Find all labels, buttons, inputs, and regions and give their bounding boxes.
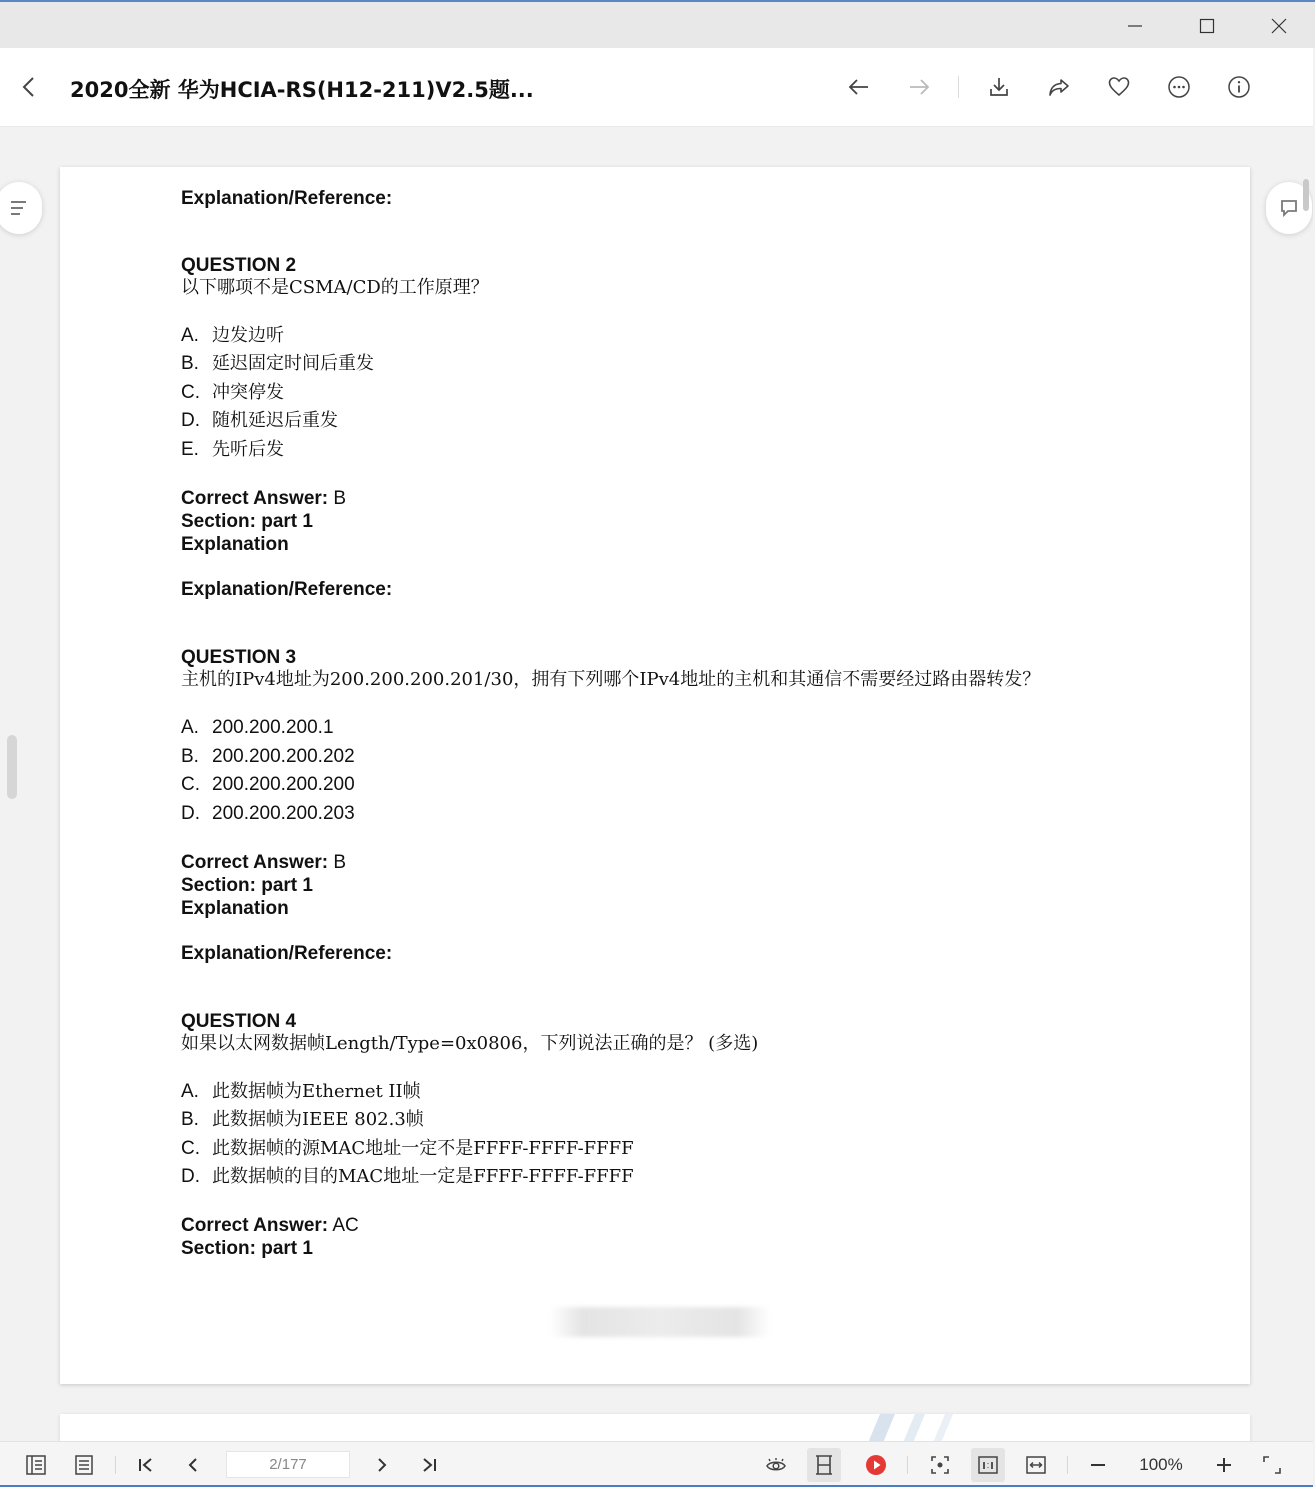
next-page-button[interactable] xyxy=(365,1448,399,1482)
right-scrollbar[interactable] xyxy=(1303,179,1309,211)
option-item xyxy=(181,324,284,347)
correct-answer-label: Correct Answer: xyxy=(181,1215,329,1236)
thumbnails-button[interactable] xyxy=(19,1448,53,1482)
option-letter: D. xyxy=(181,1166,200,1187)
zoom-in-button[interactable] xyxy=(1207,1448,1241,1482)
record-button[interactable] xyxy=(859,1448,893,1482)
option-text: 延迟固定时间后重发 xyxy=(212,353,374,374)
arrow-left-icon xyxy=(847,75,871,99)
single-page-icon xyxy=(73,1454,95,1476)
option-item xyxy=(181,381,284,404)
option-text: 200.200.200.203 xyxy=(212,803,355,824)
correct-answer xyxy=(181,1214,359,1237)
document-viewer[interactable] xyxy=(0,127,1313,1441)
document-page xyxy=(60,167,1250,1384)
fit-height-icon xyxy=(813,1454,835,1476)
close-button[interactable] xyxy=(1259,10,1299,42)
option-letter: C. xyxy=(181,774,200,795)
option-letter: B. xyxy=(181,1109,199,1130)
explanation-reference-heading: Explanation/Reference: xyxy=(181,943,393,964)
option-letter: B. xyxy=(181,746,199,767)
fullscreen-icon xyxy=(1261,1454,1283,1476)
zoom-out-button[interactable] xyxy=(1081,1448,1115,1482)
maximize-icon xyxy=(1198,17,1216,35)
explanation-label: Explanation xyxy=(181,534,289,555)
option-item xyxy=(181,1080,421,1103)
explanation-reference-heading: Explanation/Reference: xyxy=(181,579,393,600)
option-text: 先听后发 xyxy=(212,439,284,460)
option-letter: B. xyxy=(181,353,199,374)
eye-care-icon xyxy=(765,1454,787,1476)
option-letter: E. xyxy=(181,439,199,460)
correct-answer-label: Correct Answer: xyxy=(181,488,329,509)
option-letter: C. xyxy=(181,382,200,403)
last-page-icon xyxy=(418,1454,440,1476)
option-item xyxy=(181,1165,634,1188)
more-icon xyxy=(1167,75,1191,99)
explanation-label: Explanation xyxy=(181,898,289,919)
option-letter: D. xyxy=(181,410,200,431)
download-icon xyxy=(987,75,1011,99)
history-forward-button[interactable] xyxy=(902,70,936,104)
download-button[interactable] xyxy=(982,70,1016,104)
arrow-right-icon xyxy=(907,75,931,99)
toolbar-divider xyxy=(958,76,959,98)
minimize-button[interactable] xyxy=(1115,10,1155,42)
focus-button[interactable] xyxy=(923,1448,957,1482)
blurred-footer xyxy=(550,1307,770,1337)
section-label: Section: part 1 xyxy=(181,511,313,532)
back-button[interactable] xyxy=(14,72,44,102)
fit-height-button[interactable] xyxy=(807,1448,841,1482)
correct-answer-value: B xyxy=(333,852,347,873)
option-text: 冲突停发 xyxy=(212,382,284,403)
section-label: Section: part 1 xyxy=(181,1238,313,1259)
outline-tab[interactable] xyxy=(0,182,42,234)
zoom-in-icon xyxy=(1213,1454,1235,1476)
option-item xyxy=(181,716,334,739)
favorite-button[interactable] xyxy=(1102,70,1136,104)
option-text: 边发边听 xyxy=(212,325,284,346)
question-heading: QUESTION 3 xyxy=(181,647,297,668)
option-item xyxy=(181,1137,634,1160)
toolbar-divider xyxy=(907,1456,908,1474)
option-item xyxy=(181,409,338,432)
option-item xyxy=(181,1108,424,1131)
bottom-toolbar xyxy=(0,1441,1313,1487)
next-document-page xyxy=(60,1414,1250,1441)
correct-answer xyxy=(181,851,346,874)
correct-answer-value: AC xyxy=(332,1215,359,1236)
fit-width-icon xyxy=(1025,1454,1047,1476)
option-letter: A. xyxy=(181,1081,199,1102)
first-page-button[interactable] xyxy=(129,1448,163,1482)
option-letter: A. xyxy=(181,717,199,738)
maximize-button[interactable] xyxy=(1187,10,1227,42)
option-letter: C. xyxy=(181,1138,200,1159)
prev-page-icon xyxy=(182,1454,204,1476)
close-icon xyxy=(1270,17,1288,35)
watermark-graphic xyxy=(835,1414,975,1441)
share-icon xyxy=(1047,75,1071,99)
section-label: Section: part 1 xyxy=(181,875,313,896)
thumbnails-icon xyxy=(25,1454,47,1476)
share-button[interactable] xyxy=(1042,70,1076,104)
window-title-bar xyxy=(0,0,1315,48)
question-heading: QUESTION 4 xyxy=(181,1011,297,1032)
outline-icon xyxy=(9,199,29,217)
focus-icon xyxy=(929,1454,951,1476)
prev-page-button[interactable] xyxy=(176,1448,210,1482)
info-button[interactable] xyxy=(1222,70,1256,104)
actual-size-button[interactable] xyxy=(971,1448,1005,1482)
correct-answer-value: B xyxy=(333,488,347,509)
zoom-out-icon xyxy=(1087,1454,1109,1476)
fullscreen-button[interactable] xyxy=(1255,1448,1289,1482)
option-text: 200.200.200.202 xyxy=(212,746,355,767)
more-button[interactable] xyxy=(1162,70,1196,104)
app-header xyxy=(0,48,1313,127)
question-text: 如果以太网数据帧Length/Type=0x0806，下列说法正确的是？ (多选) xyxy=(181,1033,759,1054)
question-text: 以下哪项不是CSMA/CD的工作原理？ xyxy=(181,277,489,298)
info-icon xyxy=(1227,75,1251,99)
option-text: 此数据帧为Ethernet II帧 xyxy=(212,1081,421,1102)
option-letter: D. xyxy=(181,803,200,824)
single-page-button[interactable] xyxy=(67,1448,101,1482)
option-item xyxy=(181,352,374,375)
option-item xyxy=(181,773,355,796)
option-text: 此数据帧的源MAC地址一定不是FFFF-FFFF-FFFF xyxy=(212,1138,634,1159)
option-item xyxy=(181,802,355,825)
first-page-icon xyxy=(135,1454,157,1476)
heart-icon xyxy=(1107,75,1131,99)
option-text: 200.200.200.1 xyxy=(212,717,334,738)
option-text: 200.200.200.200 xyxy=(212,774,355,795)
correct-answer-label: Correct Answer: xyxy=(181,852,329,873)
option-item xyxy=(181,745,355,768)
comment-icon xyxy=(1279,198,1299,218)
question-heading: QUESTION 2 xyxy=(181,255,297,276)
toolbar-divider xyxy=(115,1456,116,1474)
eye-care-button[interactable] xyxy=(759,1448,793,1482)
chevron-left-icon xyxy=(20,76,38,98)
option-text: 随机延迟后重发 xyxy=(212,410,338,431)
option-letter: A. xyxy=(181,325,199,346)
left-scrollbar[interactable] xyxy=(7,735,17,799)
option-text: 此数据帧的目的MAC地址一定是FFFF-FFFF-FFFF xyxy=(212,1166,634,1187)
next-page-icon xyxy=(371,1454,393,1476)
page-number-input[interactable]: 2/177 xyxy=(226,1451,350,1478)
toolbar-divider xyxy=(1067,1456,1068,1474)
fit-width-button[interactable] xyxy=(1019,1448,1053,1482)
last-page-button[interactable] xyxy=(412,1448,446,1482)
option-text: 此数据帧为IEEE 802.3帧 xyxy=(212,1109,424,1130)
document-title: 2020全新 华为HCIA-RS(H12-211)V2.5题... xyxy=(70,78,534,102)
option-item xyxy=(181,438,284,461)
minimize-icon xyxy=(1126,17,1144,35)
correct-answer xyxy=(181,487,346,510)
explanation-reference-heading: Explanation/Reference: xyxy=(181,188,393,209)
zoom-level: 100% xyxy=(1139,1455,1183,1474)
history-back-button[interactable] xyxy=(842,70,876,104)
actual-size-icon xyxy=(977,1454,999,1476)
question-text: 主机的IPv4地址为200.200.200.201/30，拥有下列哪个IPv4地址的主机和其通信不需要经过路由器转发？ xyxy=(181,669,1041,690)
record-icon xyxy=(865,1454,887,1476)
